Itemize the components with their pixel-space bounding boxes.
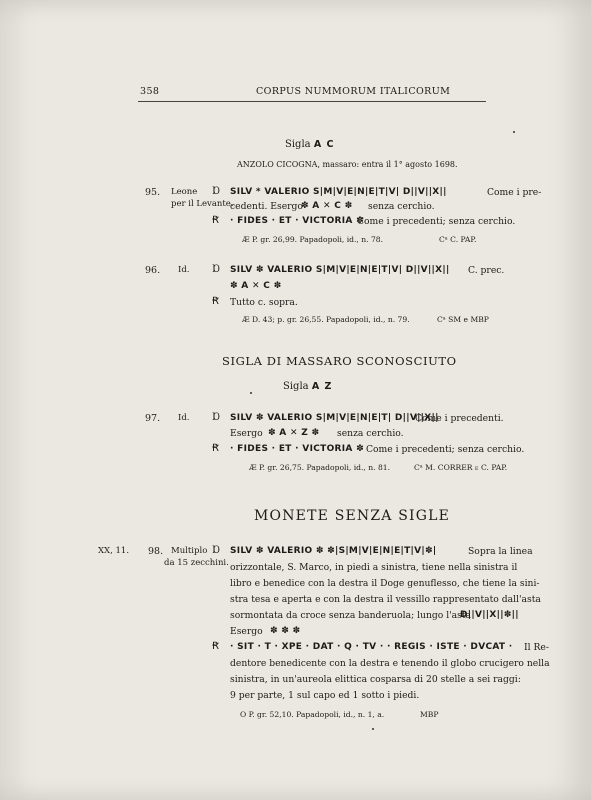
- ink-speck: [250, 392, 252, 394]
- obverse-mark: Ɒ: [212, 545, 220, 556]
- citation-text: P. gr. 26,99. Papadopoli, id., n. 78.: [252, 235, 384, 244]
- entry-95-number: 95.: [145, 187, 161, 198]
- entry-98-type-line2: da 15 zecchini.: [164, 558, 229, 568]
- entry-96-collection: Cᵃ SM e MBP: [437, 315, 489, 324]
- entry-98-exergue: ✽ ✽ ✽: [270, 626, 301, 636]
- massaro-line: ANZOLO CICOGNA, massaro: entra il 1° agosto 1698.: [237, 160, 458, 169]
- entry-95-reverse-legend: · FIDES · ET · VICTORIA ✽: [230, 216, 364, 226]
- entry-95-obverse-desc1: Come i pre-: [487, 187, 542, 198]
- entry-98-obverse-line-0: Sopra la linea: [468, 546, 533, 557]
- entry-98-obverse-line-2: libro e benedice con la destra il Doge genuflesso, che tiene la sini-: [230, 578, 540, 589]
- sigla-ac-heading: [285, 140, 334, 150]
- ink-speck: [513, 131, 515, 133]
- entry-95-obverse-desc3: senza cerchio.: [368, 201, 435, 212]
- entry-98-reverse-line-0: Il Re-: [524, 642, 549, 653]
- sigla-az-heading: [283, 382, 332, 392]
- entry-98-collection: MBP: [420, 710, 439, 719]
- entry-98-type-line1: Multiplo: [171, 546, 208, 556]
- obverse-mark: Ɒ: [212, 412, 220, 423]
- header-rule: [138, 101, 486, 102]
- citation-text: P. gr. 26,75. Papadopoli, id., n. 81.: [259, 463, 391, 472]
- entry-96-obverse-legend: SILV ✽ VALERIO S|M|V|E|N|E|T|V| D||V||X||: [230, 265, 450, 275]
- entry-95-obverse-desc2: cedenti. Esergo: [230, 201, 303, 212]
- entry-98-reverse-line-3: 9 per parte, 1 sul capo ed 1 sotto i piedi.: [230, 690, 420, 701]
- entry-95-type-line2: per il Levante.: [171, 199, 234, 209]
- entry-96-type: Id.: [178, 265, 190, 275]
- reverse-mark: Ꞧ: [212, 443, 219, 454]
- sigla-value: A Z: [311, 381, 333, 392]
- entry-98-obverse-legend: SILV ✽ VALERIO ✽ ✽|S|M|V|E|N|E|T|V|✽|: [230, 546, 437, 556]
- section-no-sigle-title: MONETE SENZA SIGLE: [254, 508, 451, 524]
- sigla-label: Sigla: [283, 381, 309, 392]
- reverse-mark: Ꞧ: [212, 296, 219, 307]
- entry-98-reverse-legend: · SIT · T · XPE · DAT · Q · TV · · REGIS · ISTE · DVCAT ·: [230, 642, 513, 652]
- entry-97-exergue: ✽ A ✕ Z ✽: [268, 428, 320, 438]
- entry-98-citation: [240, 711, 384, 719]
- entry-95-type-line1: Leone: [171, 187, 198, 197]
- entry-95-exergue: ✽ A ✕ C ✽: [301, 201, 353, 211]
- entry-98-esergo-label: Esergo: [230, 626, 263, 637]
- entry-96-reverse-desc: Tutto c. sopra.: [230, 297, 298, 308]
- entry-97-obverse-desc1: Come i precedenti.: [415, 413, 504, 424]
- entry-98-obverse-line-4: sormontata da croce senza banderuola; lungo l'asta: [230, 610, 472, 621]
- citation-text: P. gr. 52,10. Papadopoli, id., n. 1, a.: [248, 710, 385, 719]
- entry-96-obverse-desc: C. prec.: [468, 265, 505, 276]
- entry-97-obverse-desc2: Esergo: [230, 428, 263, 439]
- sigla-value: A C: [313, 139, 335, 150]
- entry-95-reverse-desc: Come i precedenti; senza cerchio.: [357, 216, 516, 227]
- entry-96-citation: [242, 316, 410, 324]
- entry-96-number: 96.: [145, 265, 161, 276]
- entry-97-collection: Cᵃ M. CORRER e C. PAP.: [414, 463, 508, 472]
- entry-97-citation: [249, 464, 390, 472]
- sigla-label: Sigla: [285, 139, 311, 150]
- entry-96-exergue: ✽ A ✕ C ✽: [230, 281, 282, 291]
- reverse-mark: Ꞧ: [212, 641, 219, 652]
- entry-97-obverse-desc3: senza cerchio.: [337, 428, 404, 439]
- entry-97-reverse-legend: · FIDES · ET · VICTORIA ✽: [230, 444, 364, 454]
- reverse-mark: Ꞧ: [212, 215, 219, 226]
- obverse-mark: Ɒ: [212, 264, 220, 275]
- entry-98-asta-legend: D||V||X||✽||: [460, 610, 519, 620]
- page-number: 358: [140, 86, 160, 97]
- ink-speck: [372, 728, 374, 730]
- entry-95-citation: [242, 236, 383, 244]
- entry-98-obverse-line-3: stra tesa e aperta e con la destra il vessillo rappresentato dall'asta: [230, 594, 541, 605]
- entry-98-reverse-line-2: sinistra, in un'aureola elittica cosparsa di 20 stelle a sei raggi:: [230, 674, 521, 685]
- metal-mark: Æ: [242, 315, 250, 324]
- metal-mark: O: [240, 710, 247, 719]
- section-unknown-massaro-title: SIGLA DI MASSARO SCONOSCIUTO: [222, 354, 457, 368]
- entry-95-obverse-legend: SILV * VALERIO S|M|V|E|N|E|T|V| D||V||X||: [230, 187, 447, 197]
- entry-98-number: 98.: [148, 546, 164, 557]
- entry-97-number: 97.: [145, 413, 161, 424]
- entry-97-type: Id.: [178, 413, 190, 423]
- metal-mark: Æ: [249, 463, 257, 472]
- entry-95-collection: Cᵃ C. PAP.: [439, 235, 477, 244]
- metal-mark: Æ: [242, 235, 250, 244]
- entry-97-reverse-desc: Come i precedenti; senza cerchio.: [366, 444, 525, 455]
- entry-97-obverse-legend: SILV ✽ VALERIO S|M|V|E|N|E|T| D||V||X||: [230, 413, 439, 423]
- running-title: CORPUS NUMMORUM ITALICORUM: [256, 86, 451, 97]
- citation-text: D. 43; p. gr. 26,55. Papadopoli, id., n. 79.: [252, 315, 410, 324]
- entry-98-reverse-line-1: dentore benedicente con la destra e tenendo il globo crucigero nella: [230, 658, 550, 669]
- entry-98-plate-ref: XX, 11.: [98, 546, 130, 556]
- entry-98-obverse-line-1: orizzontale, S. Marco, in piedi a sinistra, tiene nella sinistra il: [230, 562, 518, 573]
- obverse-mark: Ɒ: [212, 186, 220, 197]
